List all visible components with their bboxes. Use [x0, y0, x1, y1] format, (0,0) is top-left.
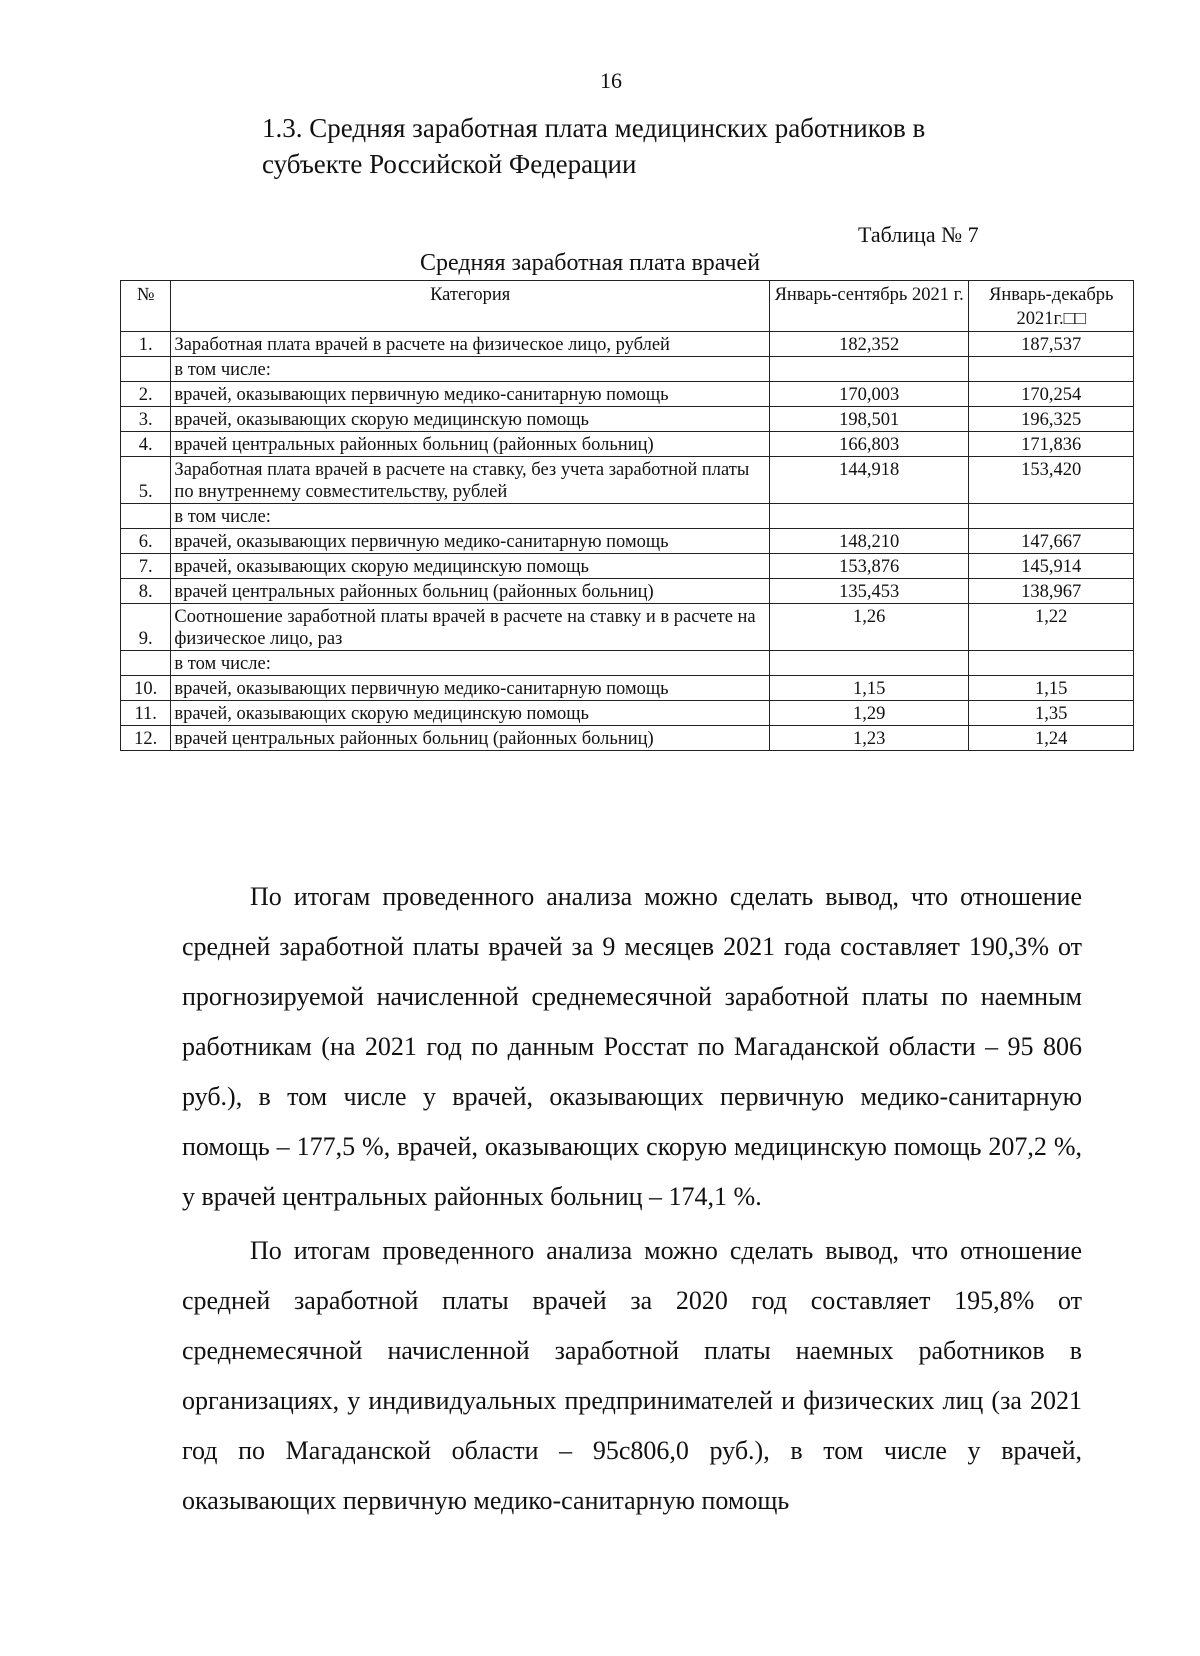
row-number: 5.	[121, 457, 171, 504]
row-value-jan-dec: 196,325	[969, 407, 1134, 432]
row-value-jan-dec: 1,15	[969, 676, 1134, 701]
table-title: Средняя заработная плата врачей	[420, 250, 761, 276]
body-text	[182, 872, 1082, 1530]
row-value-jan-sep: 1,15	[769, 676, 969, 701]
row-number: 4.	[121, 432, 171, 457]
row-category: врачей, оказывающих первичную медико-санитарную помощь	[171, 382, 769, 407]
row-value-jan-dec: 1,22	[969, 604, 1134, 651]
page-number: 16	[600, 68, 622, 93]
row-value-jan-dec: 171,836	[969, 432, 1134, 457]
paragraph-1: По итогам проведенного анализа можно сделать вывод, что отношение средней заработной платы врачей за 9 месяцев 2021 года составляет 190,3% от прогнозируемой начисленной среднемесячной заработной платы по наемным работникам (на 2021 год по данным Росстат по Магаданской области – 95 806 руб.), в том числе у врачей, оказывающих первичную медико-санитарную помощь – 177,5 %, врачей, оказывающих скорую медицинскую помощь 207,2 %, у врачей центральных районных больниц – 174,1 %.	[182, 882, 1082, 1211]
table-row	[121, 457, 1134, 504]
header-jan-dec: Январь-декабрь 2021г.□□	[969, 281, 1134, 332]
row-number: 11.	[121, 701, 171, 726]
row-value-jan-sep: 1,23	[769, 726, 969, 751]
table-row	[121, 604, 1134, 651]
row-number	[121, 357, 171, 382]
row-number: 7.	[121, 554, 171, 579]
row-category: врачей, оказывающих первичную медико-санитарную помощь	[171, 529, 769, 554]
row-number: 1.	[121, 332, 171, 357]
row-number: 12.	[121, 726, 171, 751]
header-jan-sep: Январь-сентябрь 2021 г.	[769, 281, 969, 332]
row-value-jan-sep: 1,26	[769, 604, 969, 651]
row-value-jan-sep: 135,453	[769, 579, 969, 604]
row-value-jan-sep: 182,352	[769, 332, 969, 357]
row-value-jan-sep	[769, 357, 969, 382]
row-value-jan-dec: 187,537	[969, 332, 1134, 357]
header-num: №	[121, 281, 171, 332]
row-value-jan-dec: 153,420	[969, 457, 1134, 504]
table-row	[121, 579, 1134, 604]
row-category: Заработная плата врачей в расчете на физическое лицо, рублей	[171, 332, 769, 357]
row-category: в том числе:	[171, 504, 769, 529]
row-value-jan-dec	[969, 357, 1134, 382]
salary-table	[120, 280, 1134, 751]
section-heading: 1.3. Средняя заработная плата медицинских работников в субъекте Российской Федерации	[262, 113, 926, 179]
row-value-jan-sep: 166,803	[769, 432, 969, 457]
row-category: врачей центральных районных больниц (районных больниц)	[171, 726, 769, 751]
row-number: 3.	[121, 407, 171, 432]
table-row	[121, 432, 1134, 457]
row-number	[121, 651, 171, 676]
table-row	[121, 676, 1134, 701]
row-category: Заработная плата врачей в расчете на ставку, без учета заработной платы по внутреннему совместительству, рублей	[171, 457, 769, 504]
row-value-jan-dec	[969, 651, 1134, 676]
row-value-jan-sep: 153,876	[769, 554, 969, 579]
row-category: врачей, оказывающих скорую медицинскую помощь	[171, 407, 769, 432]
table-row	[121, 407, 1134, 432]
row-value-jan-sep: 170,003	[769, 382, 969, 407]
row-value-jan-dec: 145,914	[969, 554, 1134, 579]
row-value-jan-dec: 170,254	[969, 382, 1134, 407]
row-category: в том числе:	[171, 651, 769, 676]
row-value-jan-sep: 144,918	[769, 457, 969, 504]
row-value-jan-sep: 198,501	[769, 407, 969, 432]
table-row	[121, 357, 1134, 382]
table-row	[121, 701, 1134, 726]
row-category: врачей центральных районных больниц (районных больниц)	[171, 579, 769, 604]
table-row	[121, 529, 1134, 554]
row-number: 8.	[121, 579, 171, 604]
row-category: врачей центральных районных больниц (районных больниц)	[171, 432, 769, 457]
row-value-jan-dec	[969, 504, 1134, 529]
table-row	[121, 651, 1134, 676]
table-row	[121, 554, 1134, 579]
row-category: в том числе:	[171, 357, 769, 382]
table-row	[121, 382, 1134, 407]
row-value-jan-sep	[769, 651, 969, 676]
row-number: 9.	[121, 604, 171, 651]
table-row	[121, 332, 1134, 357]
table-row	[121, 504, 1134, 529]
row-number: 6.	[121, 529, 171, 554]
row-value-jan-sep	[769, 504, 969, 529]
row-value-jan-dec: 1,24	[969, 726, 1134, 751]
row-value-jan-dec: 1,35	[969, 701, 1134, 726]
paragraph-2: По итогам проведенного анализа можно сделать вывод, что отношение средней заработной платы врачей за 2020 год составляет 195,8% от среднемесячной начисленной заработной платы наемных работников в организациях, у индивидуальных предпринимателей и физических лиц (за 2021 год по Магаданской области – 95с806,0 руб.), в том числе у врачей, оказывающих первичную медико-санитарную помощь	[182, 1236, 1082, 1515]
row-number: 2.	[121, 382, 171, 407]
row-value-jan-sep: 1,29	[769, 701, 969, 726]
row-value-jan-sep: 148,210	[769, 529, 969, 554]
row-number	[121, 504, 171, 529]
table-header-row	[121, 281, 1134, 332]
table-body	[121, 332, 1134, 751]
header-category: Категория	[171, 281, 769, 332]
row-category: Соотношение заработной платы врачей в расчете на ставку и в расчете на физическое лицо, раз	[171, 604, 769, 651]
row-number: 10.	[121, 676, 171, 701]
row-category: врачей, оказывающих скорую медицинскую помощь	[171, 701, 769, 726]
row-value-jan-dec: 138,967	[969, 579, 1134, 604]
table-label: Таблица № 7	[858, 222, 979, 247]
row-category: врачей, оказывающих скорую медицинскую помощь	[171, 554, 769, 579]
row-value-jan-dec: 147,667	[969, 529, 1134, 554]
table-row	[121, 726, 1134, 751]
row-category: врачей, оказывающих первичную медико-санитарную помощь	[171, 676, 769, 701]
